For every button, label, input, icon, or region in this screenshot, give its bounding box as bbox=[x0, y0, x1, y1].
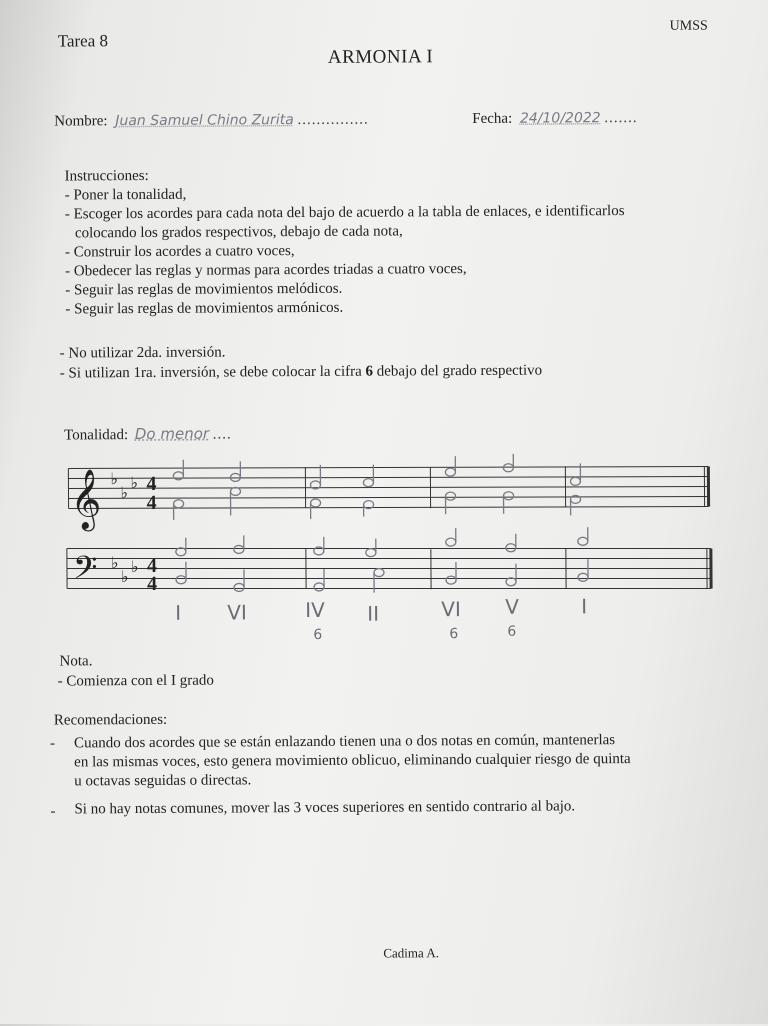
degree-2: VI bbox=[227, 600, 247, 624]
page-title: ARMONIA I bbox=[328, 46, 433, 69]
music-score bbox=[60, 452, 721, 646]
recommendation-1: Cuando dos acordes que se están enlazando tienen una o dos notas en común, mantenerlas en las mismas voces, esto genera movimiento oblicuo, eliminando cualquier riesgo de quinta u octavas seguidas o directas. bbox=[74, 731, 631, 791]
institution-label: UMSS bbox=[670, 19, 708, 35]
instruction-item: - Poner la tonalidad, bbox=[65, 183, 625, 205]
instruction-first-inversion: - Si utilizan 1ra. inversión, se debe colocar la cifra 6 debajo del grado respectivo bbox=[60, 363, 542, 383]
instructions-heading: Instrucciones: bbox=[65, 164, 625, 186]
name-label: Nombre: bbox=[54, 113, 107, 129]
instruction-item: - Seguir las reglas de movimientos melódicos. bbox=[65, 278, 625, 300]
name-value: Juan Samuel Chino Zurita bbox=[115, 112, 294, 129]
instruction-item: colocando los grados respectivos, debajo de cada nota, bbox=[65, 221, 625, 243]
svg-text:♭: ♭ bbox=[130, 473, 138, 492]
svg-text:♭: ♭ bbox=[131, 557, 139, 576]
recommendations-heading: Recomendaciones: bbox=[54, 712, 167, 730]
recommendation-2: Si no hay notas comunes, mover las 3 voces superiores en sentido contrario al bajo. bbox=[74, 798, 575, 818]
degree-5-figure: 6 bbox=[449, 626, 458, 642]
date-value: 24/10/2022 bbox=[520, 110, 601, 126]
key-signature-flats-icon bbox=[110, 469, 138, 586]
instruction-item: - Construir los acordes a cuatro voces, bbox=[65, 240, 625, 262]
recommendation-bullet: - bbox=[50, 804, 55, 821]
degree-3: IV bbox=[305, 598, 325, 622]
time-signature-top: 4 bbox=[147, 555, 157, 577]
degree-1: I bbox=[175, 601, 181, 625]
tonality-row: Tonalidad: Do menor .... bbox=[64, 424, 232, 444]
tonality-value: Do menor bbox=[135, 425, 209, 443]
time-signature-bottom: 4 bbox=[147, 573, 157, 595]
instruction-item: - Obedecer las reglas y normas para acordes triadas a cuatro voces, bbox=[65, 259, 625, 281]
instruction-item: - Seguir las reglas de movimientos armónicos. bbox=[65, 297, 625, 319]
degree-6-figure: 6 bbox=[507, 624, 516, 640]
treble-clef-icon: 𝄞 bbox=[70, 469, 101, 531]
degree-6: V bbox=[505, 595, 519, 619]
degree-3-figure: 6 bbox=[313, 627, 322, 643]
instructions-block bbox=[65, 164, 626, 319]
time-signature-bottom: 4 bbox=[147, 492, 157, 514]
time-signature-top: 4 bbox=[146, 473, 156, 495]
svg-text:♭: ♭ bbox=[120, 483, 128, 502]
note-heading: Nota. bbox=[59, 653, 92, 670]
date-row: Fecha: 24/10/2022 ....... bbox=[472, 110, 638, 128]
svg-text:♭: ♭ bbox=[111, 553, 119, 572]
instruction-item: - Escoger los acordes para cada nota del bajo de acuerdo a la tabla de enlaces, e identificarlos bbox=[65, 202, 625, 224]
bass-clef-icon: 𝄢 bbox=[73, 549, 98, 593]
footer-author: Cadima A. bbox=[383, 945, 439, 961]
degree-5: VI bbox=[441, 597, 461, 621]
tonality-label: Tonalidad: bbox=[64, 427, 128, 443]
svg-text:♭: ♭ bbox=[121, 567, 129, 586]
note-item: - Comienza con el I grado bbox=[58, 673, 214, 691]
svg-text:♭: ♭ bbox=[110, 469, 118, 488]
task-label: Tarea 8 bbox=[58, 31, 108, 51]
name-row: Nombre: Juan Samuel Chino Zurita ............... bbox=[54, 112, 369, 131]
recommendation-bullet: - bbox=[50, 736, 55, 753]
instruction-no-second-inversion: - No utilizar 2da. inversión. bbox=[60, 344, 226, 362]
handwritten-notes bbox=[173, 453, 588, 594]
degree-7: I bbox=[581, 594, 587, 618]
degree-4: II bbox=[367, 602, 379, 626]
date-label: Fecha: bbox=[472, 111, 512, 127]
